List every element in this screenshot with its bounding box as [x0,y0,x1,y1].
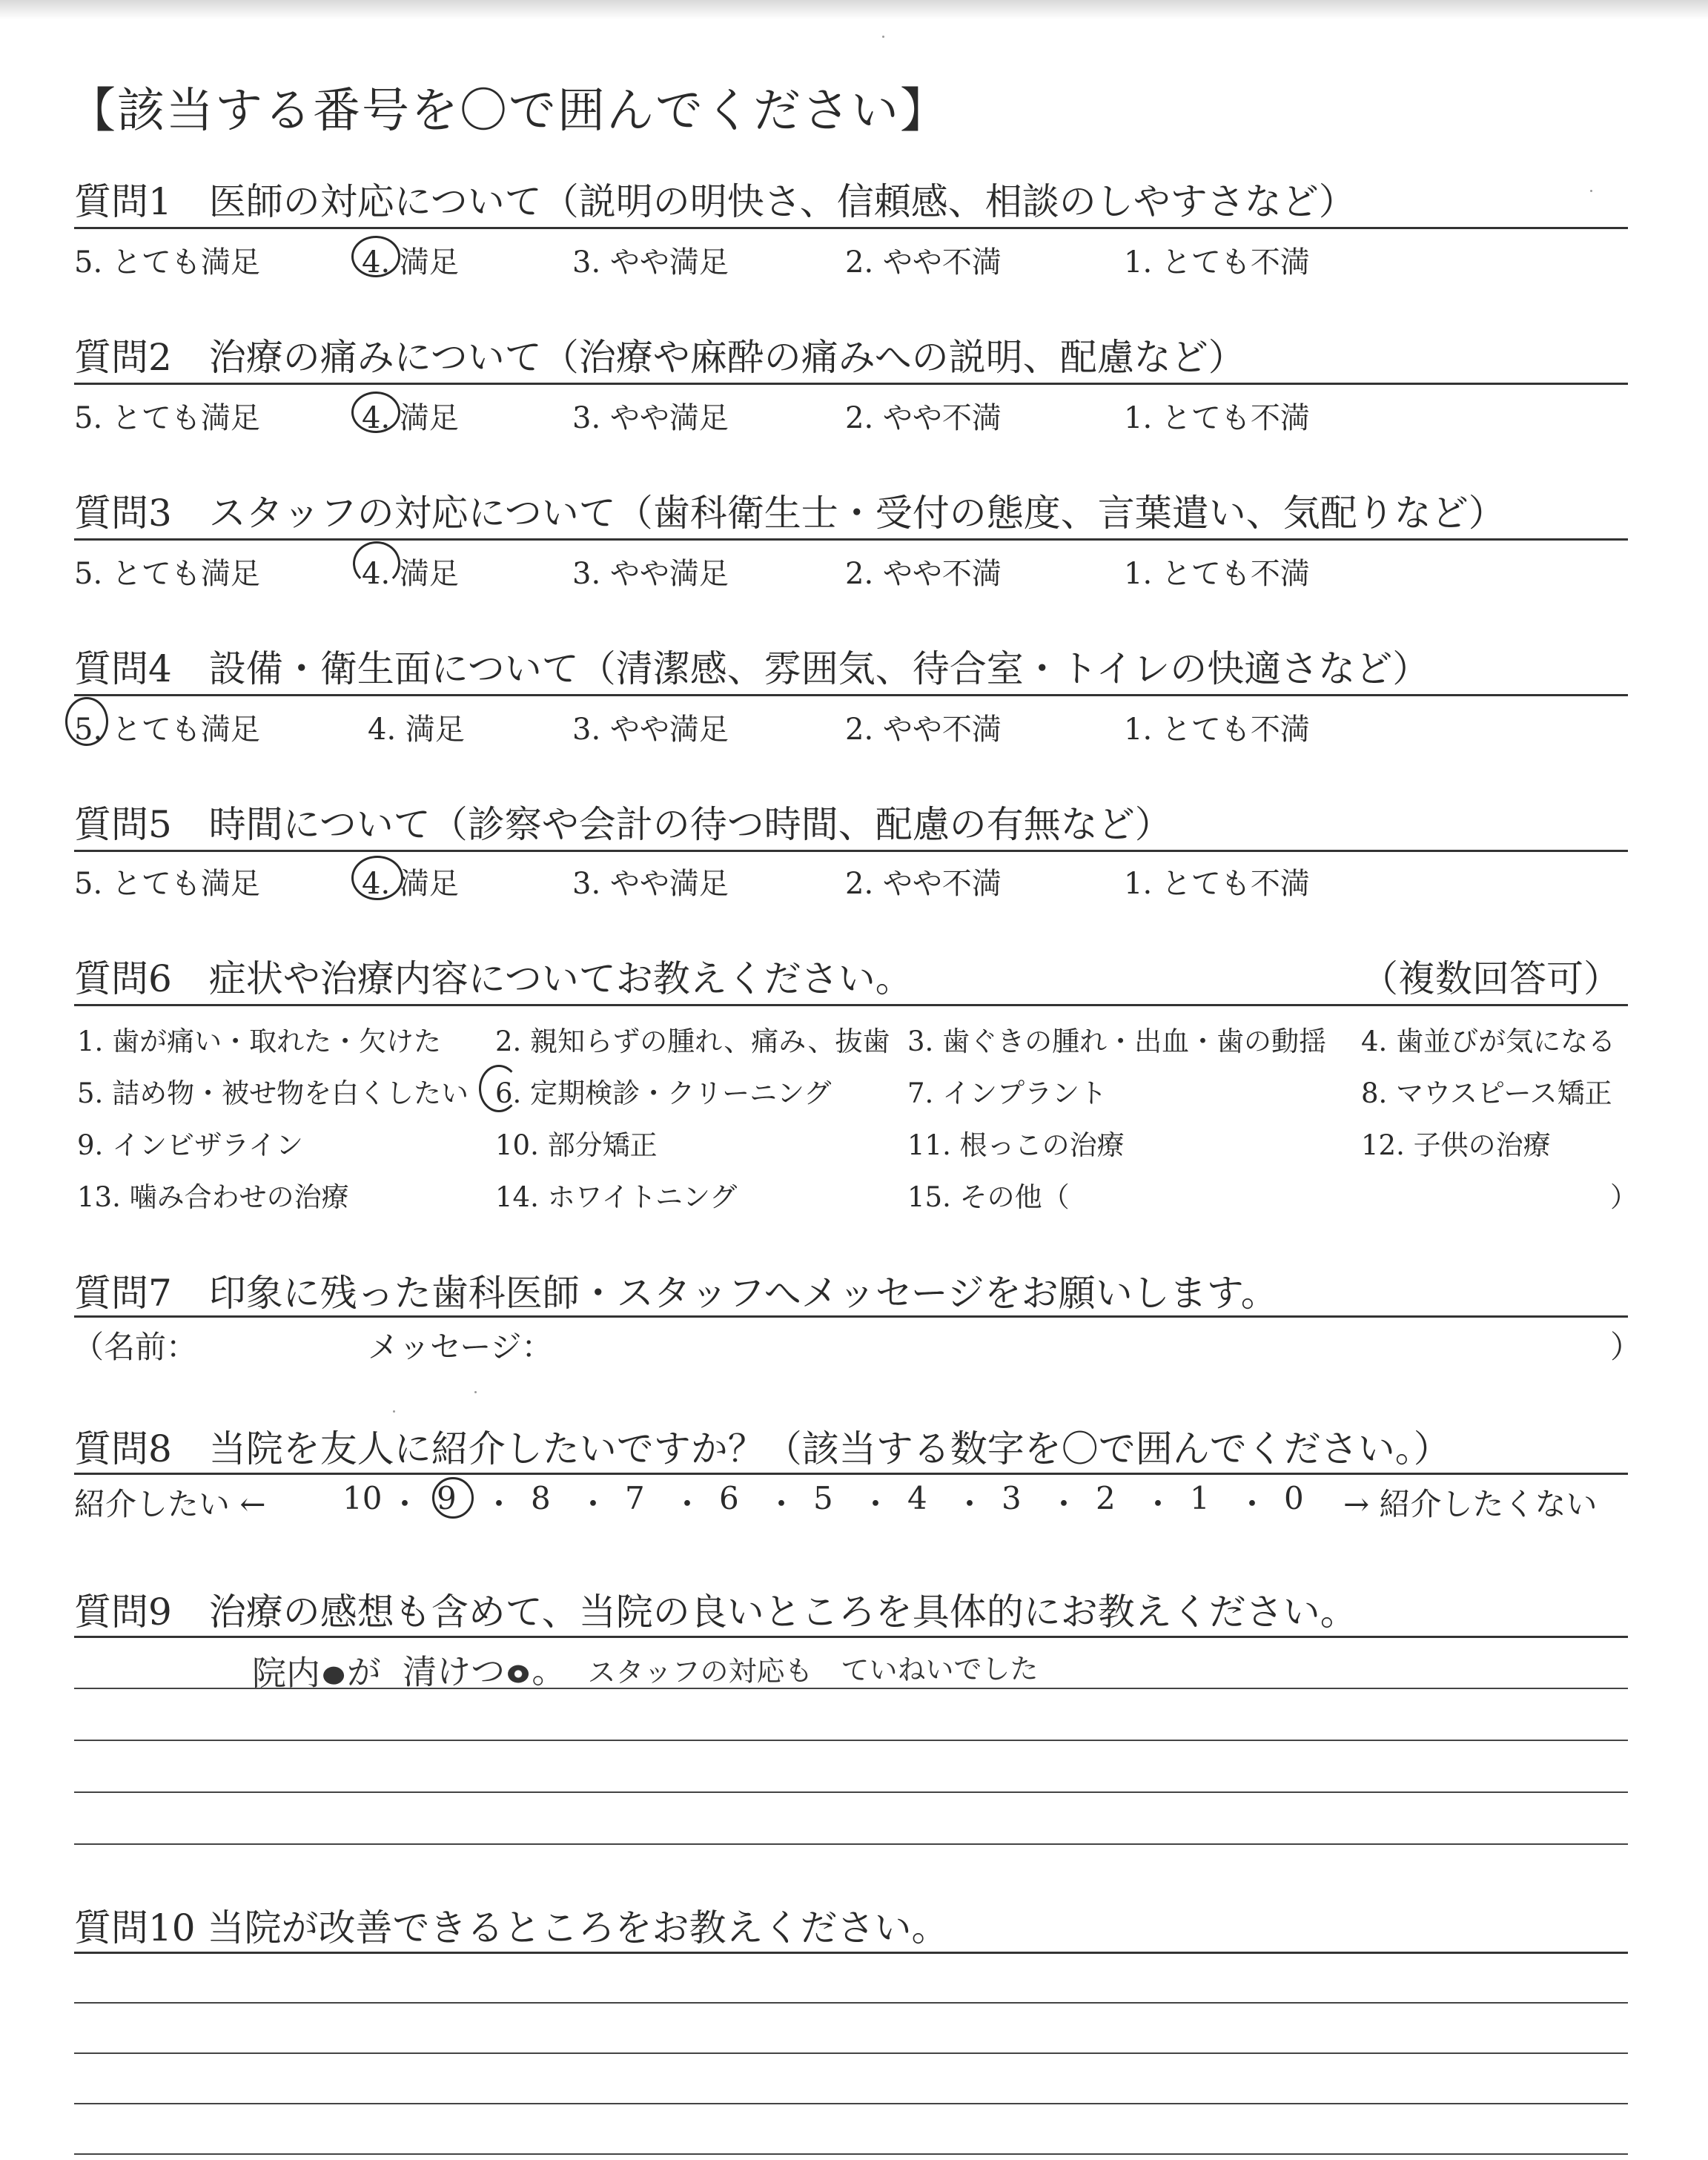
ink-blot [323,1666,344,1684]
q10-answer-line [74,2153,1628,2155]
question-6-title: 質問6 症状や治療内容についてお教えください。 [74,957,913,1000]
q4-option-3[interactable]: 3. やや満足 [572,713,729,747]
question-2-rule [74,383,1628,385]
q4-option-1[interactable]: 1. とても不満 [1124,713,1310,747]
q6-item-12[interactable]: 12. 子供の治療 [1361,1129,1551,1161]
q1-option-1[interactable]: 1. とても不満 [1124,245,1310,280]
q9-answer-part-2: が [346,1652,382,1693]
question-10-rule [74,1952,1628,1954]
q5-selection-circle [351,856,403,900]
q8-scale-separator: ・ [672,1486,704,1522]
q4-option-4[interactable]: 4. 満足 [368,713,465,747]
q6-item-7[interactable]: 7. インプラント [907,1077,1108,1109]
q6-item-15[interactable]: 15. その他（ [907,1181,1070,1213]
q8-scale-0[interactable]: 0 [1284,1480,1304,1516]
q8-scale-separator: ・ [1048,1486,1080,1522]
q3-selection-circle [353,541,400,586]
q8-scale-5[interactable]: 5 [813,1480,833,1516]
q4-option-5[interactable]: 5. とても満足 [74,713,260,747]
q6-item-11[interactable]: 11. 根っこの治療 [907,1129,1125,1161]
q3-option-1[interactable]: 1. とても不満 [1124,557,1310,591]
question-5-rule [74,850,1628,852]
q6-item-1[interactable]: 1. 歯が痛い・取れた・欠けた [77,1025,442,1057]
q4-selection-circle [65,697,108,746]
q9-answer-part-3: 清けつ [403,1651,506,1692]
q6-item-6[interactable]: 6. 定期検診・クリーニング [495,1077,832,1109]
q6-item-4[interactable]: 4. 歯並びが気になる [1361,1025,1616,1057]
q5-option-1[interactable]: 1. とても不満 [1124,867,1310,901]
q8-scale-separator: ・ [483,1486,515,1522]
q1-selection-circle [351,236,400,277]
q8-scale-9[interactable]: 9 [437,1480,457,1516]
q2-option-4[interactable]: 4. 満足 [362,401,459,435]
q10-answer-line [74,2103,1628,2104]
q6-item-14[interactable]: 14. ホワイトニング [495,1181,738,1213]
question-9-rule [74,1636,1628,1638]
q8-scale-3[interactable]: 3 [1002,1480,1022,1516]
q3-option-4[interactable]: 4. 満足 [362,557,459,591]
q8-scale-7[interactable]: 7 [625,1480,645,1516]
q2-selection-circle [351,392,400,433]
q8-scale-2[interactable]: 2 [1096,1480,1116,1516]
question-9-title: 質問9 治療の感想も含めて、当院の良いところを具体的にお教えください。 [74,1591,1357,1634]
question-7-title: 質問7 印象に残った歯科医師・スタッフへメッセージをお願いします。 [74,1272,1278,1315]
q1-option-4[interactable]: 4. 満足 [362,245,459,280]
q1-option-2[interactable]: 2. やや不満 [845,245,1002,280]
q9-answer-line [74,1688,1628,1689]
q6-item-9[interactable]: 9. インビザライン [77,1129,303,1161]
ink-blot [508,1665,529,1682]
q7-name-label[interactable]: （名前： [73,1329,198,1365]
q8-scale-separator: ・ [1237,1486,1268,1522]
scan-speck [474,1391,477,1393]
q7-message-label[interactable]: メッセージ： [368,1329,553,1365]
q8-scale-separator: ・ [954,1486,986,1522]
q8-scale-separator: ・ [860,1486,892,1522]
q8-scale-separator: ・ [577,1486,609,1522]
question-1-title: 質問1 医師の対応について（説明の明快さ、信頼感、相談のしやすさなど） [74,180,1356,223]
q8-scale-6[interactable]: 6 [719,1480,739,1516]
q5-option-4[interactable]: 4. 満足 [362,867,459,901]
q5-option-3[interactable]: 3. やや満足 [572,867,729,901]
q9-answer-line [74,1843,1628,1845]
question-7-rule [74,1315,1628,1318]
question-6-rule [74,1004,1628,1006]
q1-option-3[interactable]: 3. やや満足 [572,245,729,280]
question-5-title: 質問5 時間について（診察や会計の待つ時間、配慮の有無など） [74,803,1172,846]
q8-scale-separator: ・ [1142,1486,1174,1522]
q1-option-5[interactable]: 5. とても満足 [74,245,260,280]
q8-scale-separator: ・ [389,1486,421,1522]
question-10-title: 質問10 当院が改善できるところをお教えください。 [74,1906,949,1949]
q6-selection-circle [479,1065,519,1112]
question-4-rule [74,694,1628,696]
q3-option-5[interactable]: 5. とても満足 [74,557,260,591]
q6-item-5[interactable]: 5. 詰め物・被せ物を白くしたい [77,1077,469,1109]
q8-scale-4[interactable]: 4 [907,1480,927,1516]
q4-option-2[interactable]: 2. やや不満 [845,713,1002,747]
scan-edge [0,0,1708,19]
q6-item-2[interactable]: 2. 親知らずの腫れ、痛み、抜歯 [495,1025,890,1057]
q3-option-3[interactable]: 3. やや満足 [572,557,729,591]
question-6-note: （複数回答可） [1361,957,1621,1000]
q2-option-5[interactable]: 5. とても満足 [74,401,260,435]
question-1-rule [74,227,1628,229]
q6-item-3[interactable]: 3. 歯ぐきの腫れ・出血・歯の動揺 [907,1025,1327,1057]
q9-answer-line [74,1740,1628,1741]
q6-other-close-paren: ） [1610,1181,1638,1213]
q8-scale-separator: ・ [766,1486,798,1522]
scan-speck [882,36,884,38]
q8-scale-8[interactable]: 8 [531,1480,551,1516]
q9-answer-line [74,1791,1628,1793]
q2-option-3[interactable]: 3. やや満足 [572,401,729,435]
q5-option-2[interactable]: 2. やや不満 [845,867,1002,901]
q10-answer-line [74,2002,1628,2004]
question-3-rule [74,538,1628,541]
scan-speck [1590,190,1592,192]
q8-scale-10[interactable]: 10 [342,1480,383,1516]
q10-answer-line [74,2052,1628,2054]
q8-scale-1[interactable]: 1 [1190,1480,1210,1516]
q8-left-label: 紹介したい ← [74,1486,266,1522]
q7-close-paren: ） [1610,1329,1642,1365]
question-3-title: 質問3 スタッフの対応について（歯科衛生士・受付の態度、言葉遣い、気配りなど） [74,492,1506,535]
question-4-title: 質問4 設備・衛生面について（清潔感、雰囲気、待合室・トイレの快適さなど） [74,647,1430,690]
q8-selection-circle [432,1477,474,1519]
instruction-header: 【該当する番号を〇で囲んでください】 [68,84,949,139]
question-2-title: 質問2 治療の痛みについて（治療や麻酔の痛みへの説明、配慮など） [74,336,1245,379]
q6-item-8[interactable]: 8. マウスピース矯正 [1361,1077,1612,1109]
q2-option-1[interactable]: 1. とても不満 [1124,401,1310,435]
q5-option-5[interactable]: 5. とても満足 [74,867,260,901]
q9-answer-part-4: 。 [532,1650,566,1691]
q8-right-label: → 紹介したくない [1343,1486,1598,1522]
q6-item-13[interactable]: 13. 噛み合わせの治療 [77,1181,349,1213]
q9-answer-part-1: 院内 [251,1652,321,1694]
q2-option-2[interactable]: 2. やや不満 [845,401,1002,435]
question-8-rule [74,1473,1628,1475]
q9-answer-part-5: スタッフの対応も ていねいでした [587,1652,1039,1689]
scan-speck [393,1410,395,1413]
q3-option-2[interactable]: 2. やや不満 [845,557,1002,591]
question-8-title: 質問8 当院を友人に紹介したいですか？（該当する数字を〇で囲んでください。） [74,1427,1451,1470]
q6-item-10[interactable]: 10. 部分矯正 [495,1129,658,1161]
